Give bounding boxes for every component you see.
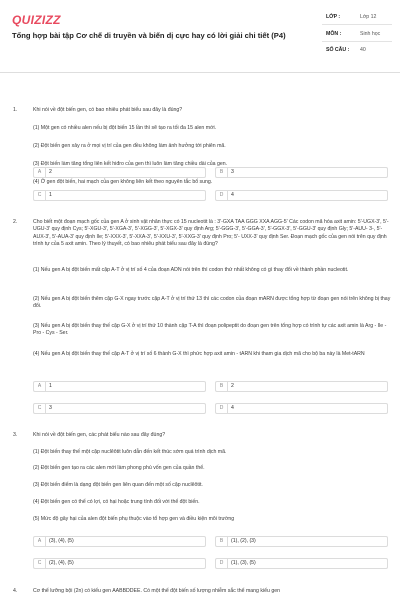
answer-option-d[interactable] — [215, 403, 388, 414]
answer-option-a[interactable] — [33, 536, 206, 547]
question-text: Cơ thể lưỡng bội (2n) có kiểu gen AABBDDEE. Có một thể đột biến số lượng nhiễm sắc thể mang kiểu gen — [33, 588, 280, 594]
question-text: Cho biết một đoạn mạch gốc của gen A ở sinh vật nhân thực có 15 nucleotit là : 3'-GXA TAA GGG XXA AGG-5' Các codon mã hóa axit amin: 5'-UGX-3', 5'-UGU-3' quy định Cys; 5'-XGU-3', 5'-XGA-3', 5'-XGG-3', 5'-XGX-3' quy định Arg; 5'-GGG-3', 5'-GGA-3', 5'-GGX-3', 5'-GGU-3' quy định Gly; 5'-AUU- 3-, 5'-AUX-3', 5'-AUA-3' quy định Ile; 5'-XXX-3', 5'-XXA-3', 5'-XXU-3', 5'-XXG-3' quy định Pro; 5'- UXX-3' quy định Ser. Đoạn mạch gốc của gen nói trên quy định trình tự của 5 axit amin. Theo lý thuyết, có bao nhiêu phát biểu sau đây là đúng? — [33, 219, 389, 248]
meta-label: MÔN : — [326, 31, 342, 37]
answer-option-b[interactable] — [215, 167, 388, 178]
meta-value: Sinh học — [360, 31, 381, 37]
answer-option-a[interactable] — [33, 167, 206, 178]
question-text: Khi nói về đột biến gen, các phát biểu nào sau đây đúng? — [33, 432, 166, 438]
answer-option-b[interactable] — [215, 381, 388, 392]
worksheet-title: Tổng hợp bài tập Cơ chế di truyền và biến dị cực hay có lời giải chi tiết (P4) — [12, 31, 286, 40]
statement: (4) Nếu gen A bị đột biến thay thế cặp A-T ở vị trí số 6 thành G-X thì phức hợp axit amin - tARN khi tham gia dịch mã cho bộ ba này là Met-tARN — [33, 351, 365, 357]
option-letter: D — [216, 191, 228, 200]
statement: (2) Đột biến gen tạo ra các alen mới làm phong phú vốn gen của quần thể. — [33, 465, 205, 471]
meta-value: 40 — [360, 47, 366, 53]
meta-label: LỚP : — [326, 14, 341, 20]
option-letter: A — [34, 537, 46, 546]
option-text: 1 — [49, 192, 52, 198]
question-number: 1. — [13, 107, 18, 113]
meta-value: Lớp 12 — [360, 14, 377, 20]
option-letter: C — [34, 559, 46, 568]
statement: (4) Ở gen đột biến, hai mạch của gen không liên kết theo nguyên tắc bổ sung. — [33, 179, 213, 185]
header-divider — [0, 72, 400, 73]
statement: (2) Đột biến gen xảy ra ở mọi vị trí của gen đều không làm ảnh hưởng tới phiên mã. — [33, 143, 226, 149]
answer-option-a[interactable] — [33, 381, 206, 392]
statement: (3) Đột biến làm tăng tổng liên kết hiđro của gen thì luôn làm tăng chiều dài của gen. — [33, 161, 228, 167]
question-text: Khi nói về đột biến gen, có bao nhiêu phát biểu sau đây là đúng? — [33, 107, 183, 113]
statement: (1) Nếu gen A bị đột biến mất cặp A-T ở vị trí số 4 của đoạn ADN nói trên thì codon thứ nhất không có gì thay đổi về thành phần nucleotit. — [33, 267, 349, 273]
statement: (2) Nếu gen A bị đột biến thêm cặp G-X ngay trước cặp A-T ở vị trí thứ 13 thì các codon của đoạn mARN được tổng hợp từ đoạn gen nói trên không bị thay đổi. — [33, 296, 391, 310]
option-letter: B — [216, 382, 228, 391]
meta-divider — [322, 24, 392, 25]
answer-option-c[interactable] — [33, 558, 206, 569]
option-text: (3), (4), (5) — [49, 538, 74, 544]
meta-divider — [322, 41, 392, 42]
statement: (1) Đột biến thay thế một cặp nuclêôtit luôn dẫn đến kết thúc sớm quá trình dịch mã. — [33, 449, 227, 455]
option-text: 3 — [49, 405, 52, 411]
answer-option-d[interactable] — [215, 558, 388, 569]
option-text: 2 — [49, 169, 52, 175]
option-letter: A — [34, 168, 46, 177]
option-letter: D — [216, 404, 228, 413]
option-letter: B — [216, 537, 228, 546]
statement: (5) Mức độ gây hại của alen đột biến phụ thuộc vào tổ hợp gen và điều kiện môi trường — [33, 516, 235, 522]
meta-label: SỐ CÂU : — [326, 47, 350, 53]
answer-option-c[interactable] — [33, 190, 206, 201]
question-number: 3. — [13, 432, 18, 438]
option-letter: C — [34, 191, 46, 200]
option-letter: D — [216, 559, 228, 568]
quizizz-logo: QUIZIZZ — [12, 13, 61, 27]
statement: (3) Đột biến điểm là dạng đột biến gen liên quan đến một số cặp nuclêôtit. — [33, 482, 203, 488]
statement: (4) Đột biến gen có thể có lợi, có hại hoặc trung tính đối với thể đột biến. — [33, 499, 200, 505]
option-letter: B — [216, 168, 228, 177]
option-text: (1), (3), (5) — [231, 560, 256, 566]
question-number: 2. — [13, 219, 18, 225]
option-text: 2 — [231, 383, 234, 389]
option-text: 4 — [231, 405, 234, 411]
option-text: (1), (2), (3) — [231, 538, 256, 544]
statement: (1) Một gen có nhiều alen nếu bị đột biến 15 lần thì sẽ tạo ra tối đa 15 alen mới. — [33, 125, 217, 131]
question-number: 4. — [13, 588, 18, 594]
option-text: 3 — [231, 169, 234, 175]
answer-option-d[interactable] — [215, 190, 388, 201]
option-letter: C — [34, 404, 46, 413]
option-text: 1 — [49, 383, 52, 389]
option-letter: A — [34, 382, 46, 391]
statement: (3) Nếu gen A bị đột biến thay thế cặp G-X ở vị trí thứ 10 thành cặp T-A thì đoạn polipeptit do đoạn gen trên tổng hợp có trình tự các axit amin là Arg - Ile - Pro - Cys - Ser. — [33, 323, 387, 337]
answer-option-b[interactable] — [215, 536, 388, 547]
option-text: (2), (4), (5) — [49, 560, 74, 566]
answer-option-c[interactable] — [33, 403, 206, 414]
option-text: 4 — [231, 192, 234, 198]
worksheet-header — [0, 0, 400, 68]
